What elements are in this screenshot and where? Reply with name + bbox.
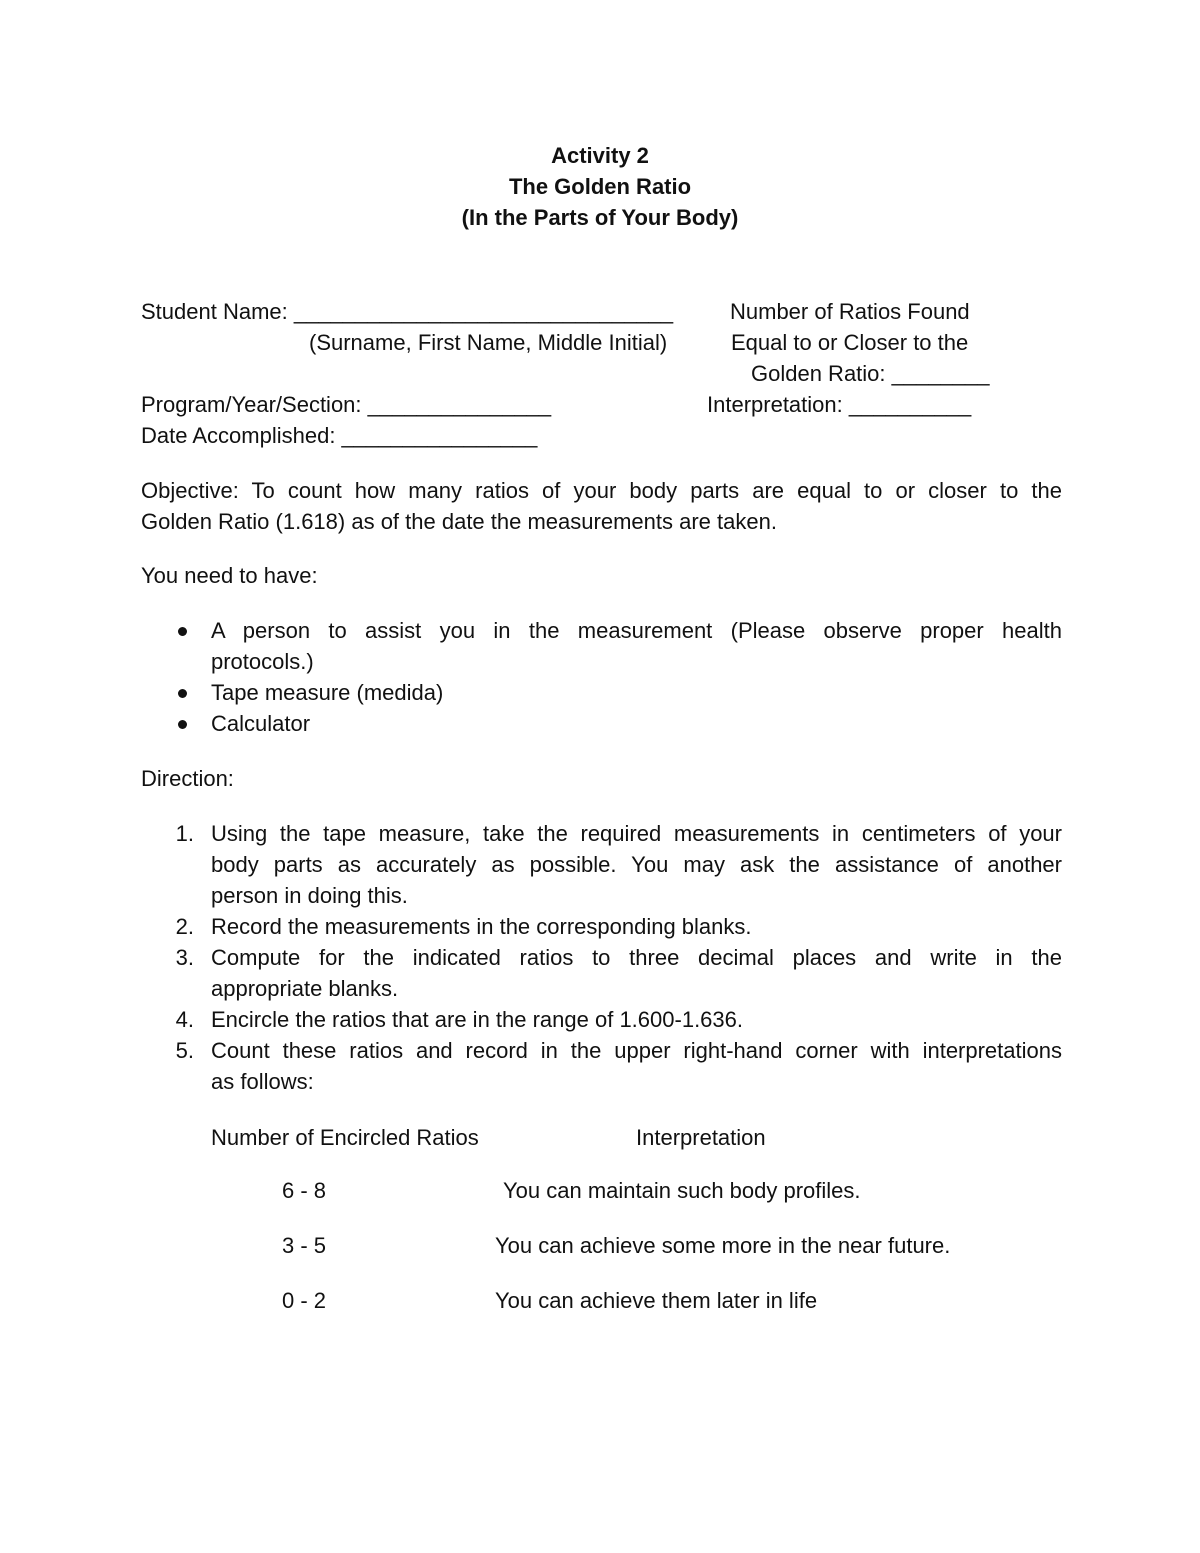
table-row-range: 3 - 5	[282, 1233, 327, 1258]
table-header-interpretation: Interpretation	[636, 1125, 766, 1150]
step-3-line-1: Compute for the indicated ratios to three decimal places and write in the	[211, 945, 1062, 970]
activity-title: The Golden Ratio	[508, 174, 692, 199]
step-number: 3.	[175, 945, 194, 970]
table-header-count: Number of Encircled Ratios	[211, 1125, 479, 1150]
materials-heading: You need to have:	[141, 563, 318, 588]
student-name-hint: (Surname, First Name, Middle Initial)	[309, 330, 668, 355]
step-number: 1.	[175, 821, 194, 846]
objective-line-1: Objective: To count how many ratios of your body parts are equal to or closer to the	[141, 478, 1062, 503]
material-item-3: Calculator	[211, 711, 311, 736]
material-item-1-line-1: A person to assist you in the measurement (Please observe proper health	[211, 618, 1062, 643]
interpretation-field: Interpretation: __________	[707, 392, 972, 417]
step-1-line-1: Using the tape measure, take the required measurements in centimeters of your	[211, 821, 1062, 846]
student-name-field: Student Name: _______________________________	[141, 299, 674, 324]
table-row-text: You can achieve some more in the near future.	[495, 1233, 951, 1258]
step-2-line-1: Record the measurements in the corresponding blanks.	[211, 914, 752, 939]
table-row-text: You can maintain such body profiles.	[503, 1178, 861, 1203]
date-field: Date Accomplished: ________________	[141, 423, 538, 448]
activity-subtitle: (In the Parts of Your Body)	[461, 205, 739, 230]
material-item-1-line-2: protocols.)	[211, 649, 314, 674]
step-1-line-3: person in doing this.	[211, 883, 408, 908]
table-row-range: 0 - 2	[282, 1288, 327, 1313]
ratios-found-label-2: Equal to or Closer to the	[731, 330, 969, 355]
step-number: 4.	[175, 1007, 194, 1032]
direction-heading: Direction:	[141, 766, 234, 791]
ratios-found-label-1: Number of Ratios Found	[730, 299, 970, 324]
bullet-icon	[178, 627, 187, 636]
step-number: 5.	[175, 1038, 194, 1063]
step-3-line-2: appropriate blanks.	[211, 976, 399, 1001]
table-row-range: 6 - 8	[282, 1178, 327, 1203]
material-item-2: Tape measure (medida)	[211, 680, 444, 705]
step-1-line-2: body parts as accurately as possible. You may ask the assistance of another	[211, 852, 1062, 877]
bullet-icon	[178, 689, 187, 698]
step-4-line-1: Encircle the ratios that are in the range of 1.600-1.636.	[211, 1007, 743, 1032]
bullet-icon	[178, 720, 187, 729]
step-5-line-2: as follows:	[211, 1069, 314, 1094]
activity-number: Activity 2	[551, 143, 649, 168]
ratios-found-field: Golden Ratio: ________	[751, 361, 990, 386]
step-number: 2.	[175, 914, 194, 939]
objective-line-2: Golden Ratio (1.618) as of the date the measurements are taken.	[141, 509, 777, 534]
program-field: Program/Year/Section: _______________	[141, 392, 552, 417]
table-row-text: You can achieve them later in life	[495, 1288, 818, 1313]
step-5-line-1: Count these ratios and record in the upper right-hand corner with interpretations	[211, 1038, 1062, 1063]
